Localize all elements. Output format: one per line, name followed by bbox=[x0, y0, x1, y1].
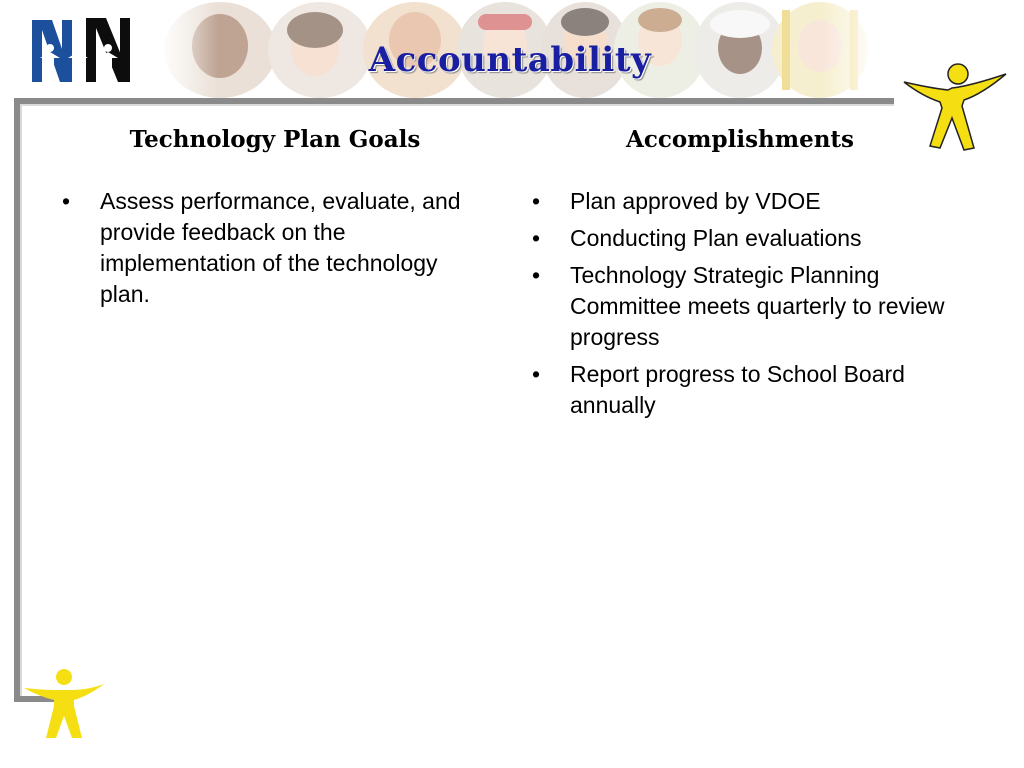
list-item: • Plan approved by VDOE bbox=[524, 186, 964, 217]
frame-left-highlight bbox=[20, 104, 22, 700]
list-item: • Report progress to School Board annually bbox=[524, 359, 964, 421]
frame-top-highlight bbox=[20, 104, 894, 106]
accomplishments-bullet-list bbox=[524, 186, 964, 427]
list-item: • Technology Strategic Planning Committee meets quarterly to review progress bbox=[524, 260, 964, 353]
slide-title: Accountability bbox=[368, 40, 652, 80]
list-item: • Assess performance, evaluate, and provide feedback on the implementation of the technology plan. bbox=[54, 186, 484, 310]
right-column-heading: Accomplishments bbox=[625, 126, 855, 153]
list-item: • Conducting Plan evaluations bbox=[524, 223, 964, 254]
goals-bullet-list bbox=[54, 186, 484, 310]
star-figure-icon bbox=[22, 668, 106, 740]
nn-logo-icon bbox=[30, 14, 140, 90]
left-column-heading: Technology Plan Goals bbox=[129, 126, 421, 153]
